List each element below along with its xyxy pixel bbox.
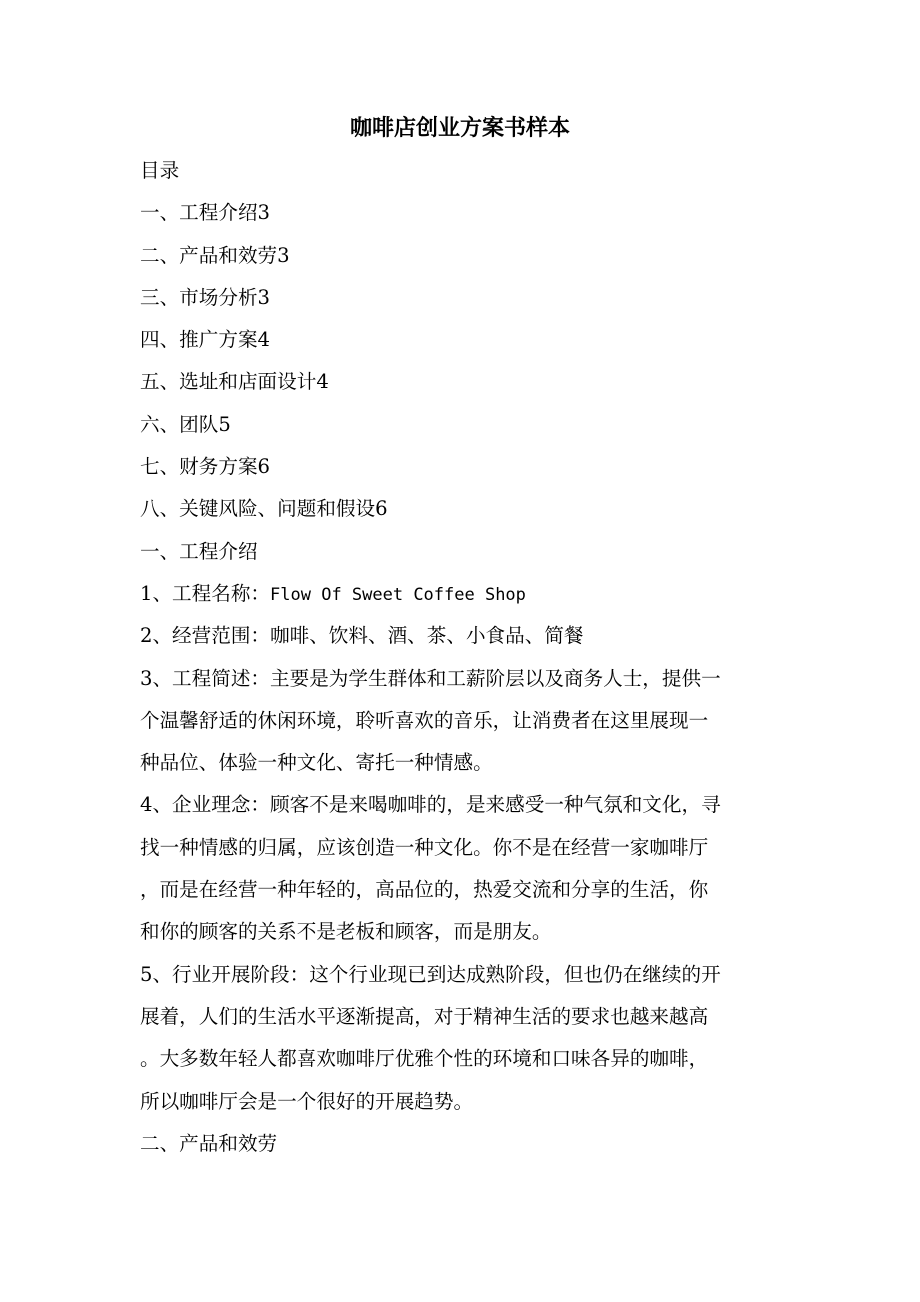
- toc-item: 六、团队5: [140, 412, 231, 436]
- body-line: 个温馨舒适的休闲环境，聆听喜欢的音乐，让消费者在这里展现一: [140, 708, 709, 732]
- body-line: 2、经营范围：咖啡、饮料、酒、茶、小食品、简餐: [140, 624, 584, 648]
- section-heading: 一、工程介绍: [140, 539, 258, 563]
- document-page: [140, 108, 782, 1165]
- body-line: 。大多数年轻人都喜欢咖啡厅优雅个性的环境和口味各异的咖啡，: [140, 1047, 709, 1071]
- body-line: 展着，人们的生活水平逐渐提高，对于精神生活的要求也越来越高: [140, 1004, 709, 1028]
- toc-item: 五、选址和店面设计4: [140, 370, 329, 394]
- document-title: 咖啡店创业方案书样本: [349, 116, 570, 141]
- body-line: 和你的顾客的关系不是老板和顾客，而是朋友。: [140, 920, 552, 944]
- body-text: [140, 615, 782, 1123]
- body-line: 种品位、体验一种文化、寄托一种情感。: [140, 751, 493, 775]
- body-line: 找一种情感的归属，应该创造一种文化。你不是在经营一家咖啡厅: [140, 835, 709, 859]
- project-name-line: [140, 573, 782, 615]
- toc-item: 三、市场分析3: [140, 285, 271, 309]
- table-of-contents: [140, 192, 782, 530]
- project-name-value: Flow Of Sweet Coffee Shop: [270, 584, 526, 605]
- project-name-label: 1、工程名称：: [140, 581, 271, 605]
- section-heading: 二、产品和效劳: [140, 1131, 278, 1155]
- body-line: 3、工程简述：主要是为学生群体和工薪阶层以及商务人士，提供一: [140, 666, 721, 690]
- body-line: 所以咖啡厅会是一个很好的开展趋势。: [140, 1089, 474, 1113]
- toc-item: 二、产品和效劳3: [140, 243, 290, 267]
- toc-item: 八、关键风险、问题和假设6: [140, 497, 388, 521]
- toc-item: 七、财务方案6: [140, 455, 271, 479]
- body-line: 4、企业理念：顾客不是来喝咖啡的，是来感受一种气氛和文化，寻: [140, 793, 721, 817]
- toc-heading: 目录: [140, 159, 180, 182]
- body-line: 5、行业开展阶段：这个行业现已到达成熟阶段，但也仍在继续的开: [140, 962, 721, 986]
- toc-item: 四、推广方案4: [140, 328, 271, 352]
- body-line: ，而是在经营一种年轻的，高品位的，热爱交流和分享的生活，你: [140, 878, 709, 902]
- toc-item: 一、工程介绍3: [140, 201, 271, 225]
